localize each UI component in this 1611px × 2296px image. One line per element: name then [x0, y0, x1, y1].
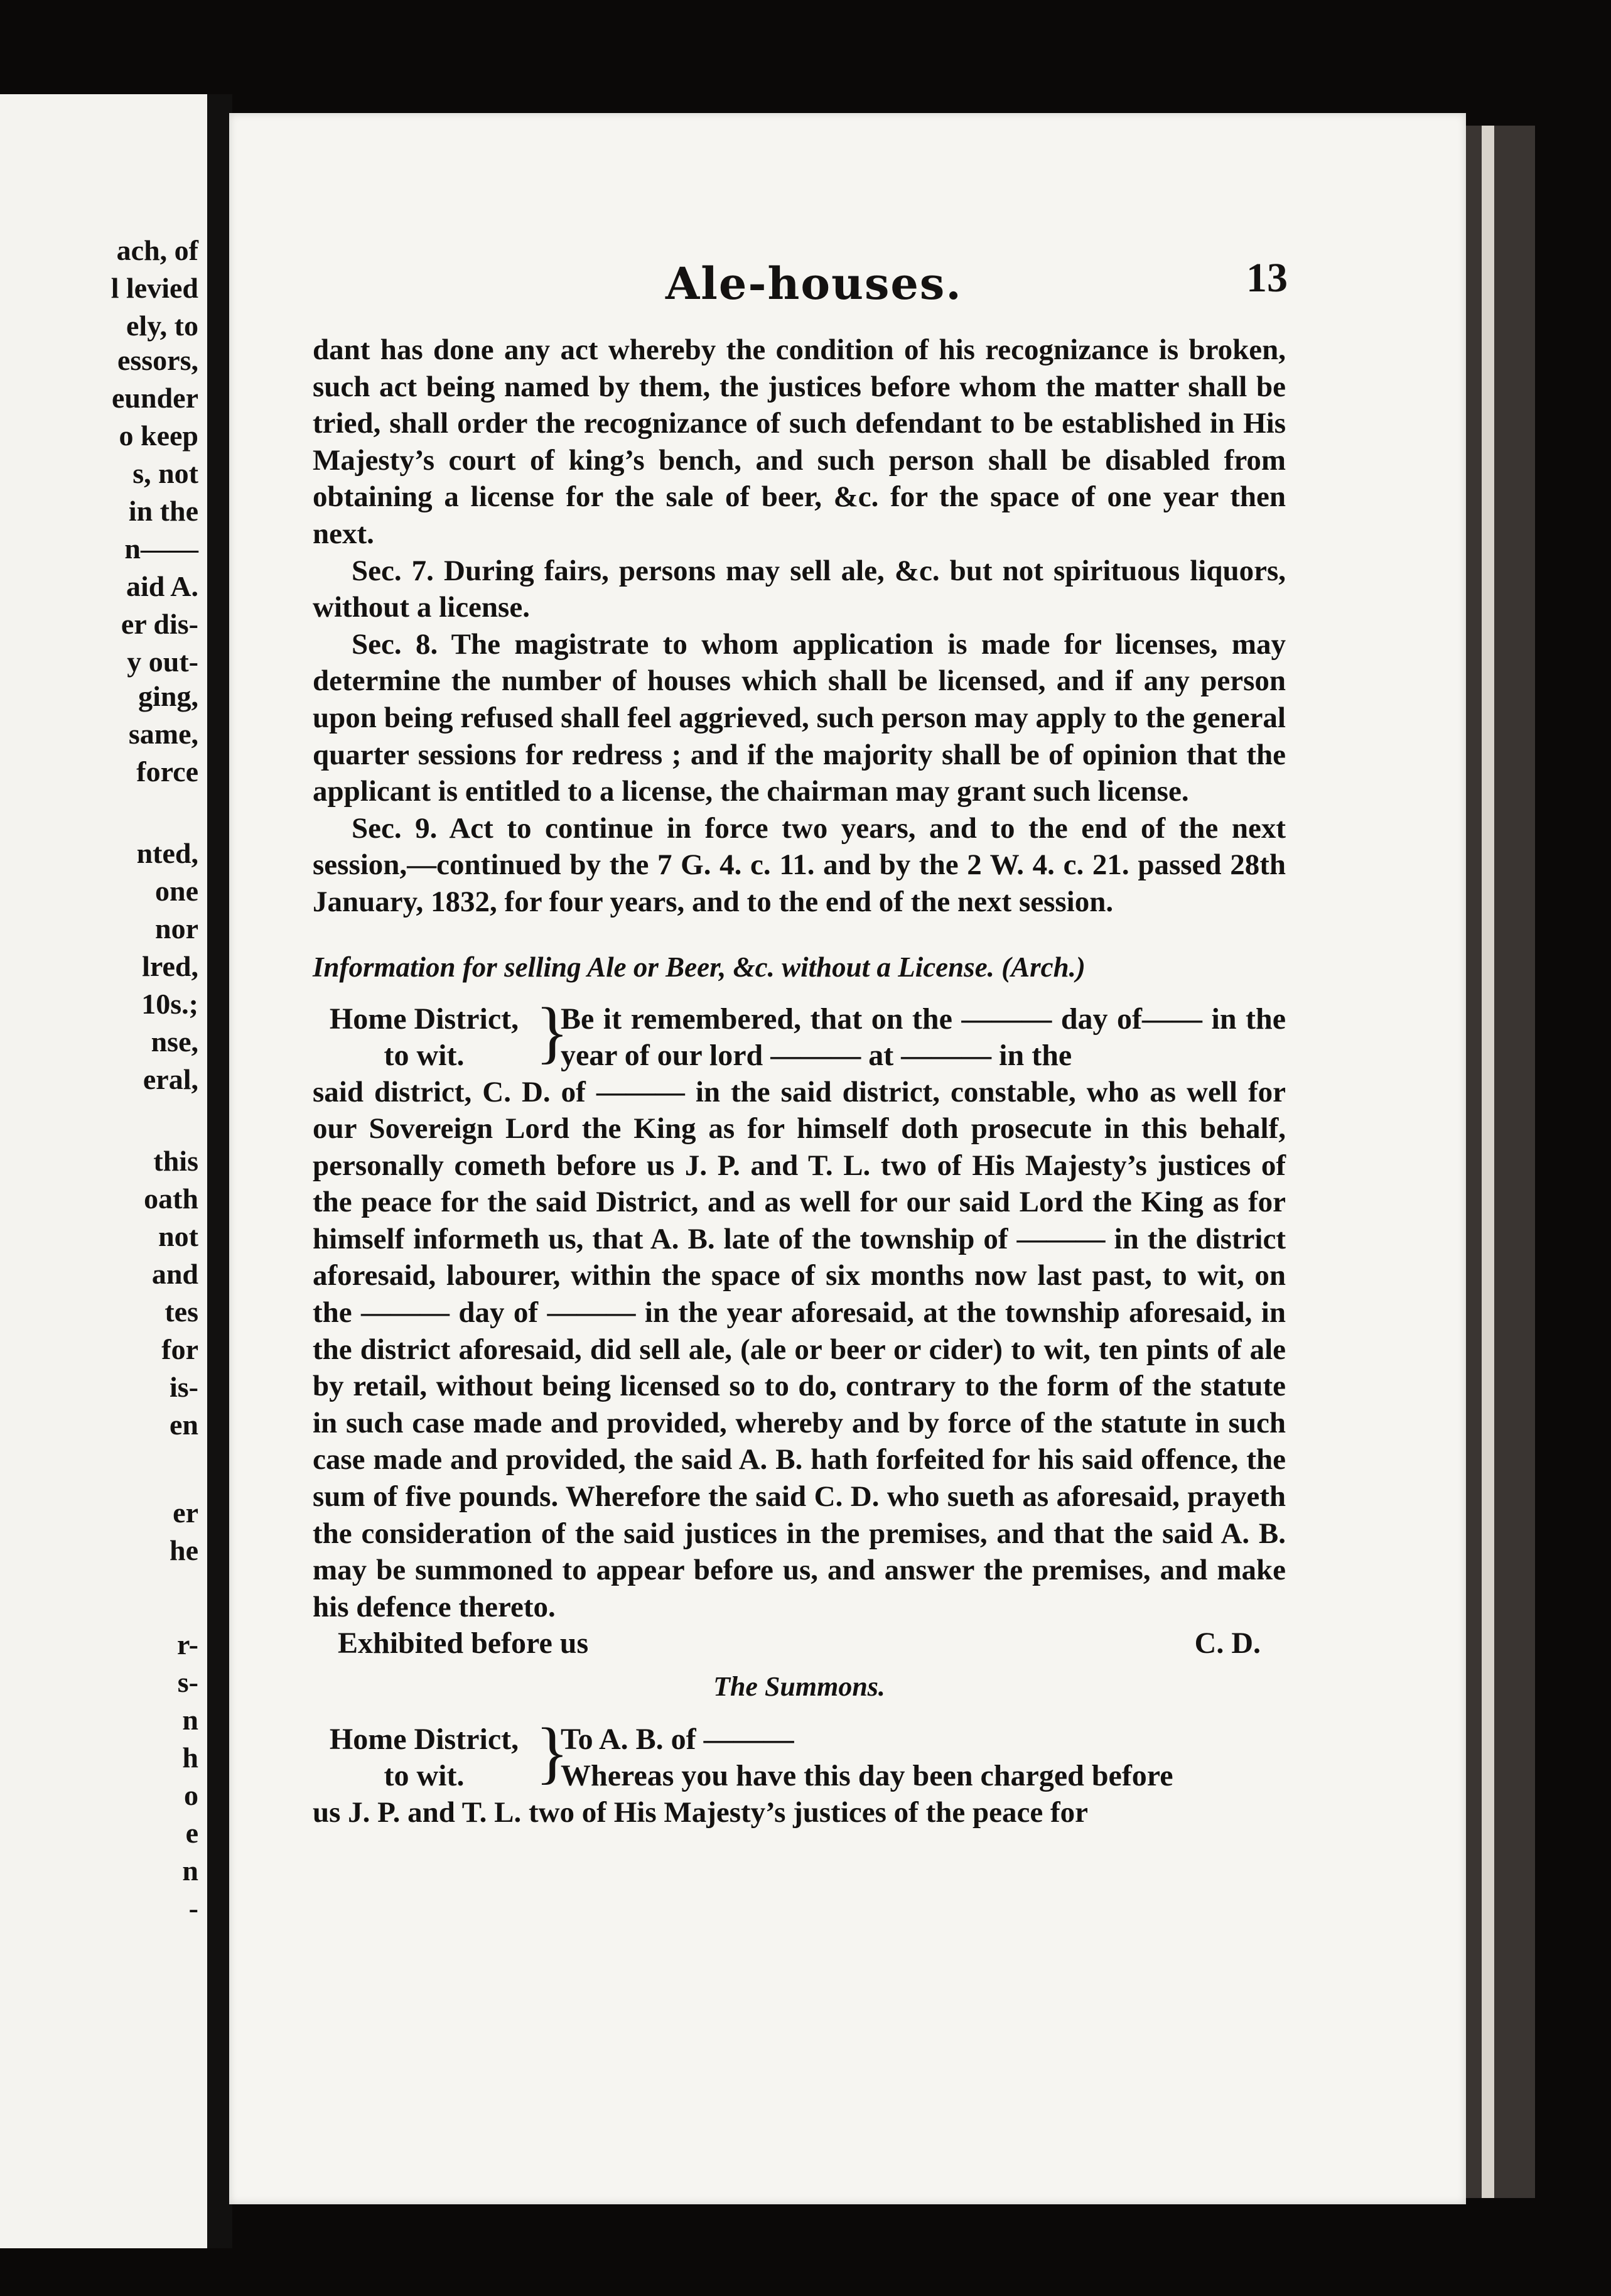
left-page-fragment: tes: [164, 1296, 198, 1328]
information-venue: [313, 993, 1286, 1074]
information-body: said district, C. D. of ——— in the said district, constable, who as well for our Sovereign Lord the King as for himself doth prosecute in this behalf, personally cometh before us J. P. and T. L. two of His Majesty’s justices of the peace for the said District, and as well for our said Lord the King as for himself informeth us, that A. B. late of the township of ——— in the district aforesaid, labourer, within the space of six months now last past, to wit, on the ——— day of ——— in the year aforesaid, at the township aforesaid, in the district aforesaid, did sell ale, (ale or beer or cider) to wit, ten pints of ale by retail, without being licensed so to do, contrary to the form of the statute in such case made and provided, whereby and by force of the statute in such case made and provided, the said A. B. hath forfeited for his said offence, the sum of five pounds. Wherefore the said C. D. who sueth as aforesaid, prayeth the consideration of the said justices in the premises, and that the said A. B. may be summoned to appear before us, and answer the premises, and make his defence thereto.: [313, 1075, 1286, 1623]
left-page-fragment: nor: [155, 912, 198, 945]
left-page-fragment: s, not: [132, 457, 198, 489]
left-page-fragment: same,: [128, 718, 198, 750]
left-page-fragment: en: [170, 1409, 198, 1441]
exhibited-text: Exhibited before us: [338, 1627, 589, 1660]
page-number: 13: [1246, 255, 1288, 301]
running-head: Ale-houses.: [665, 257, 962, 310]
paragraph-sec-7: Sec. 7. During fairs, persons may sell ale, &c. but not spirituous liquors, without a license.: [313, 554, 1286, 624]
left-page-fragment: h: [182, 1741, 198, 1773]
left-page-fragment: o keep: [119, 420, 198, 452]
signature-line: [313, 1625, 1286, 1662]
left-page-fragment: lred,: [142, 950, 198, 982]
left-page-fragment: y out-: [127, 646, 198, 678]
left-page-fragment: one: [155, 875, 198, 907]
left-page-fragment: s-: [177, 1666, 198, 1698]
left-page-fragment: r-: [176, 1628, 198, 1660]
left-page-fragment: -: [188, 1892, 198, 1924]
left-page-fragment: nse,: [151, 1026, 198, 1058]
summons-body: us J. P. and T. L. two of His Majesty’s justices of the peace for: [313, 1796, 1088, 1829]
left-page-fragment: this: [153, 1145, 198, 1177]
left-page-fragment: he: [170, 1534, 198, 1566]
left-page-fragment: for: [161, 1333, 198, 1365]
left-page: [0, 94, 213, 2248]
left-page-fragment: ely, to: [126, 310, 198, 342]
paragraph-sec-8: Sec. 8. The magistrate to whom application is made for licenses, may determine the number of houses which shall be licensed, and if any person upon being refused shall feel aggrieved, such person may apply to the general quarter sessions for redress ; and if the majority shall be of opinion that the applicant is entitled to a license, the chairman may grant such license.: [313, 627, 1286, 808]
left-page-fragment: force: [136, 755, 198, 788]
venue-text: Be it remembered, that on the ——— day of—— in the year of our lord ——— at ——— in the: [561, 1002, 1286, 1072]
venue-label: Home District, to wit.: [329, 1723, 519, 1793]
left-page-fragment: ging,: [138, 680, 198, 712]
page-edge: [1466, 126, 1535, 2198]
page-edge-light: [1482, 126, 1494, 2198]
left-page-fragment: er dis-: [121, 608, 198, 640]
paragraph-1: dant has done any act whereby the condition of his recognizance is broken, such act being named by them, the justices before whom the matter shall be tried, shall order the recognizance of such defendant to be established in His Majesty’s court of king’s bench, and such person shall be disabled from obtaining a license for the sale of beer, &c. for the space of one year then next.: [313, 333, 1286, 550]
venue-label: Home District, to wit.: [329, 1002, 519, 1072]
left-page-fragment: 10s.;: [141, 988, 198, 1020]
left-page-fragment: essors,: [117, 344, 198, 376]
left-page-fragment: e: [185, 1817, 198, 1849]
page-body: [313, 332, 1286, 1831]
paragraph-sec-9: Sec. 9. Act to continue in force two years, and to the end of the next session,—continued by the 7 G. 4. c. 11. and by the 2 W. 4. c. 21. passed 28th January, 1832, for four years, and to the end of the next session.: [313, 811, 1286, 918]
signature: C. D.: [1194, 1627, 1261, 1660]
left-page-fragment: o: [184, 1779, 198, 1811]
left-page-fragment: and: [151, 1258, 198, 1290]
left-page-fragment: not: [158, 1220, 198, 1252]
left-page-fragment: eunder: [112, 382, 198, 414]
left-page-fragment: n: [182, 1704, 198, 1736]
left-page-fragment: n: [182, 1855, 198, 1887]
left-page-fragment: ach, of: [116, 234, 198, 266]
book-gutter: [207, 94, 232, 2248]
left-page-fragment: er: [173, 1497, 198, 1529]
venue-text: To A. B. of ——— Whereas you have this day been charged before: [561, 1723, 1173, 1793]
brace-icon: }: [536, 1714, 569, 1791]
information-heading: Information for selling Ale or Beer, &c. without a License. (Arch.): [313, 951, 1086, 983]
left-page-fragment: l levied: [110, 272, 198, 304]
brace-icon: }: [536, 993, 569, 1070]
left-page-fragment: eral,: [143, 1063, 198, 1095]
left-page-fragment: aid A.: [126, 570, 198, 602]
left-page-fragment: n——: [124, 533, 198, 565]
left-page-fragment: in the: [128, 495, 198, 527]
summons-title: The Summons.: [713, 1671, 885, 1703]
left-page-fragment: nted,: [136, 837, 198, 869]
left-page-fragment: oath: [144, 1183, 198, 1215]
summons-venue: [313, 1714, 1286, 1794]
left-page-fragment: is-: [170, 1371, 198, 1403]
